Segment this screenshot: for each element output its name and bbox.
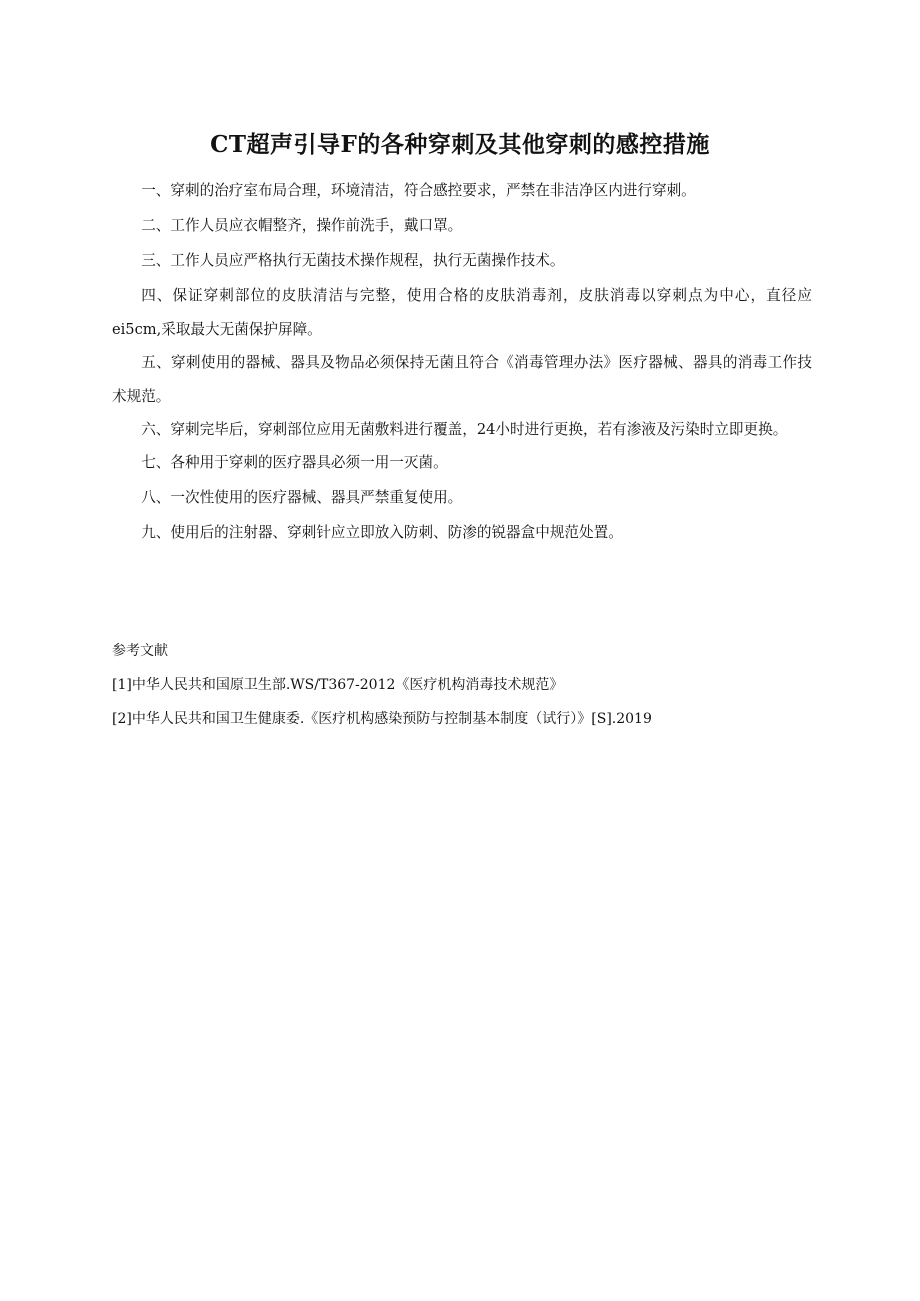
paragraph-3: 三、工作人员应严格执行无菌技术操作规程，执行无菌操作技术。 [141, 252, 565, 269]
paragraph-4: 四、保证穿刺部位的皮肤清洁与完整，使用合格的皮肤消毒剂，皮肤消毒以穿刺点为中心，直径应ei5cm,采取最大无菌保护屏障。 [112, 287, 812, 338]
reference-item-1: [1]中华人民共和国原卫生部.WS/T367-2012《医疗机构消毒技术规范》 [112, 677, 564, 693]
reference-item-2: [2]中华人民共和国卫生健康委.《医疗机构感染预防与控制基本制度（试行）》[S].2019 [112, 711, 652, 727]
document-title: CT超声引导F的各种穿刺及其他穿刺的感控措施 [210, 131, 710, 158]
paragraph-8: 八、一次性使用的医疗器械、器具严禁重复使用。 [141, 489, 463, 506]
paragraph-2: 二、工作人员应衣帽整齐，操作前洗手，戴口罩。 [141, 217, 463, 234]
paragraph-9: 九、使用后的注射器、穿刺针应立即放入防刺、防渗的锐器盒中规范处置。 [141, 524, 623, 541]
references-heading: 参考文献 [112, 643, 168, 659]
paragraph-5: 五、穿刺使用的器械、器具及物品必须保持无菌且符合《消毒管理办法》医疗器械、器具的消毒工作技术规范。 [112, 354, 812, 405]
paragraph-6: 六、穿刺完毕后，穿刺部位应用无菌敷料进行覆盖，24小时进行更换，若有渗液及污染时立即更换。 [141, 421, 788, 438]
document-body [112, 180, 812, 557]
paragraph-7: 七、各种用于穿刺的医疗器具必须一用一灭菌。 [141, 454, 448, 471]
references-section [112, 640, 812, 742]
paragraph-1: 一、穿刺的治疗室布局合理，环境清洁，符合感控要求，严禁在非洁净区内进行穿刺。 [141, 182, 696, 199]
